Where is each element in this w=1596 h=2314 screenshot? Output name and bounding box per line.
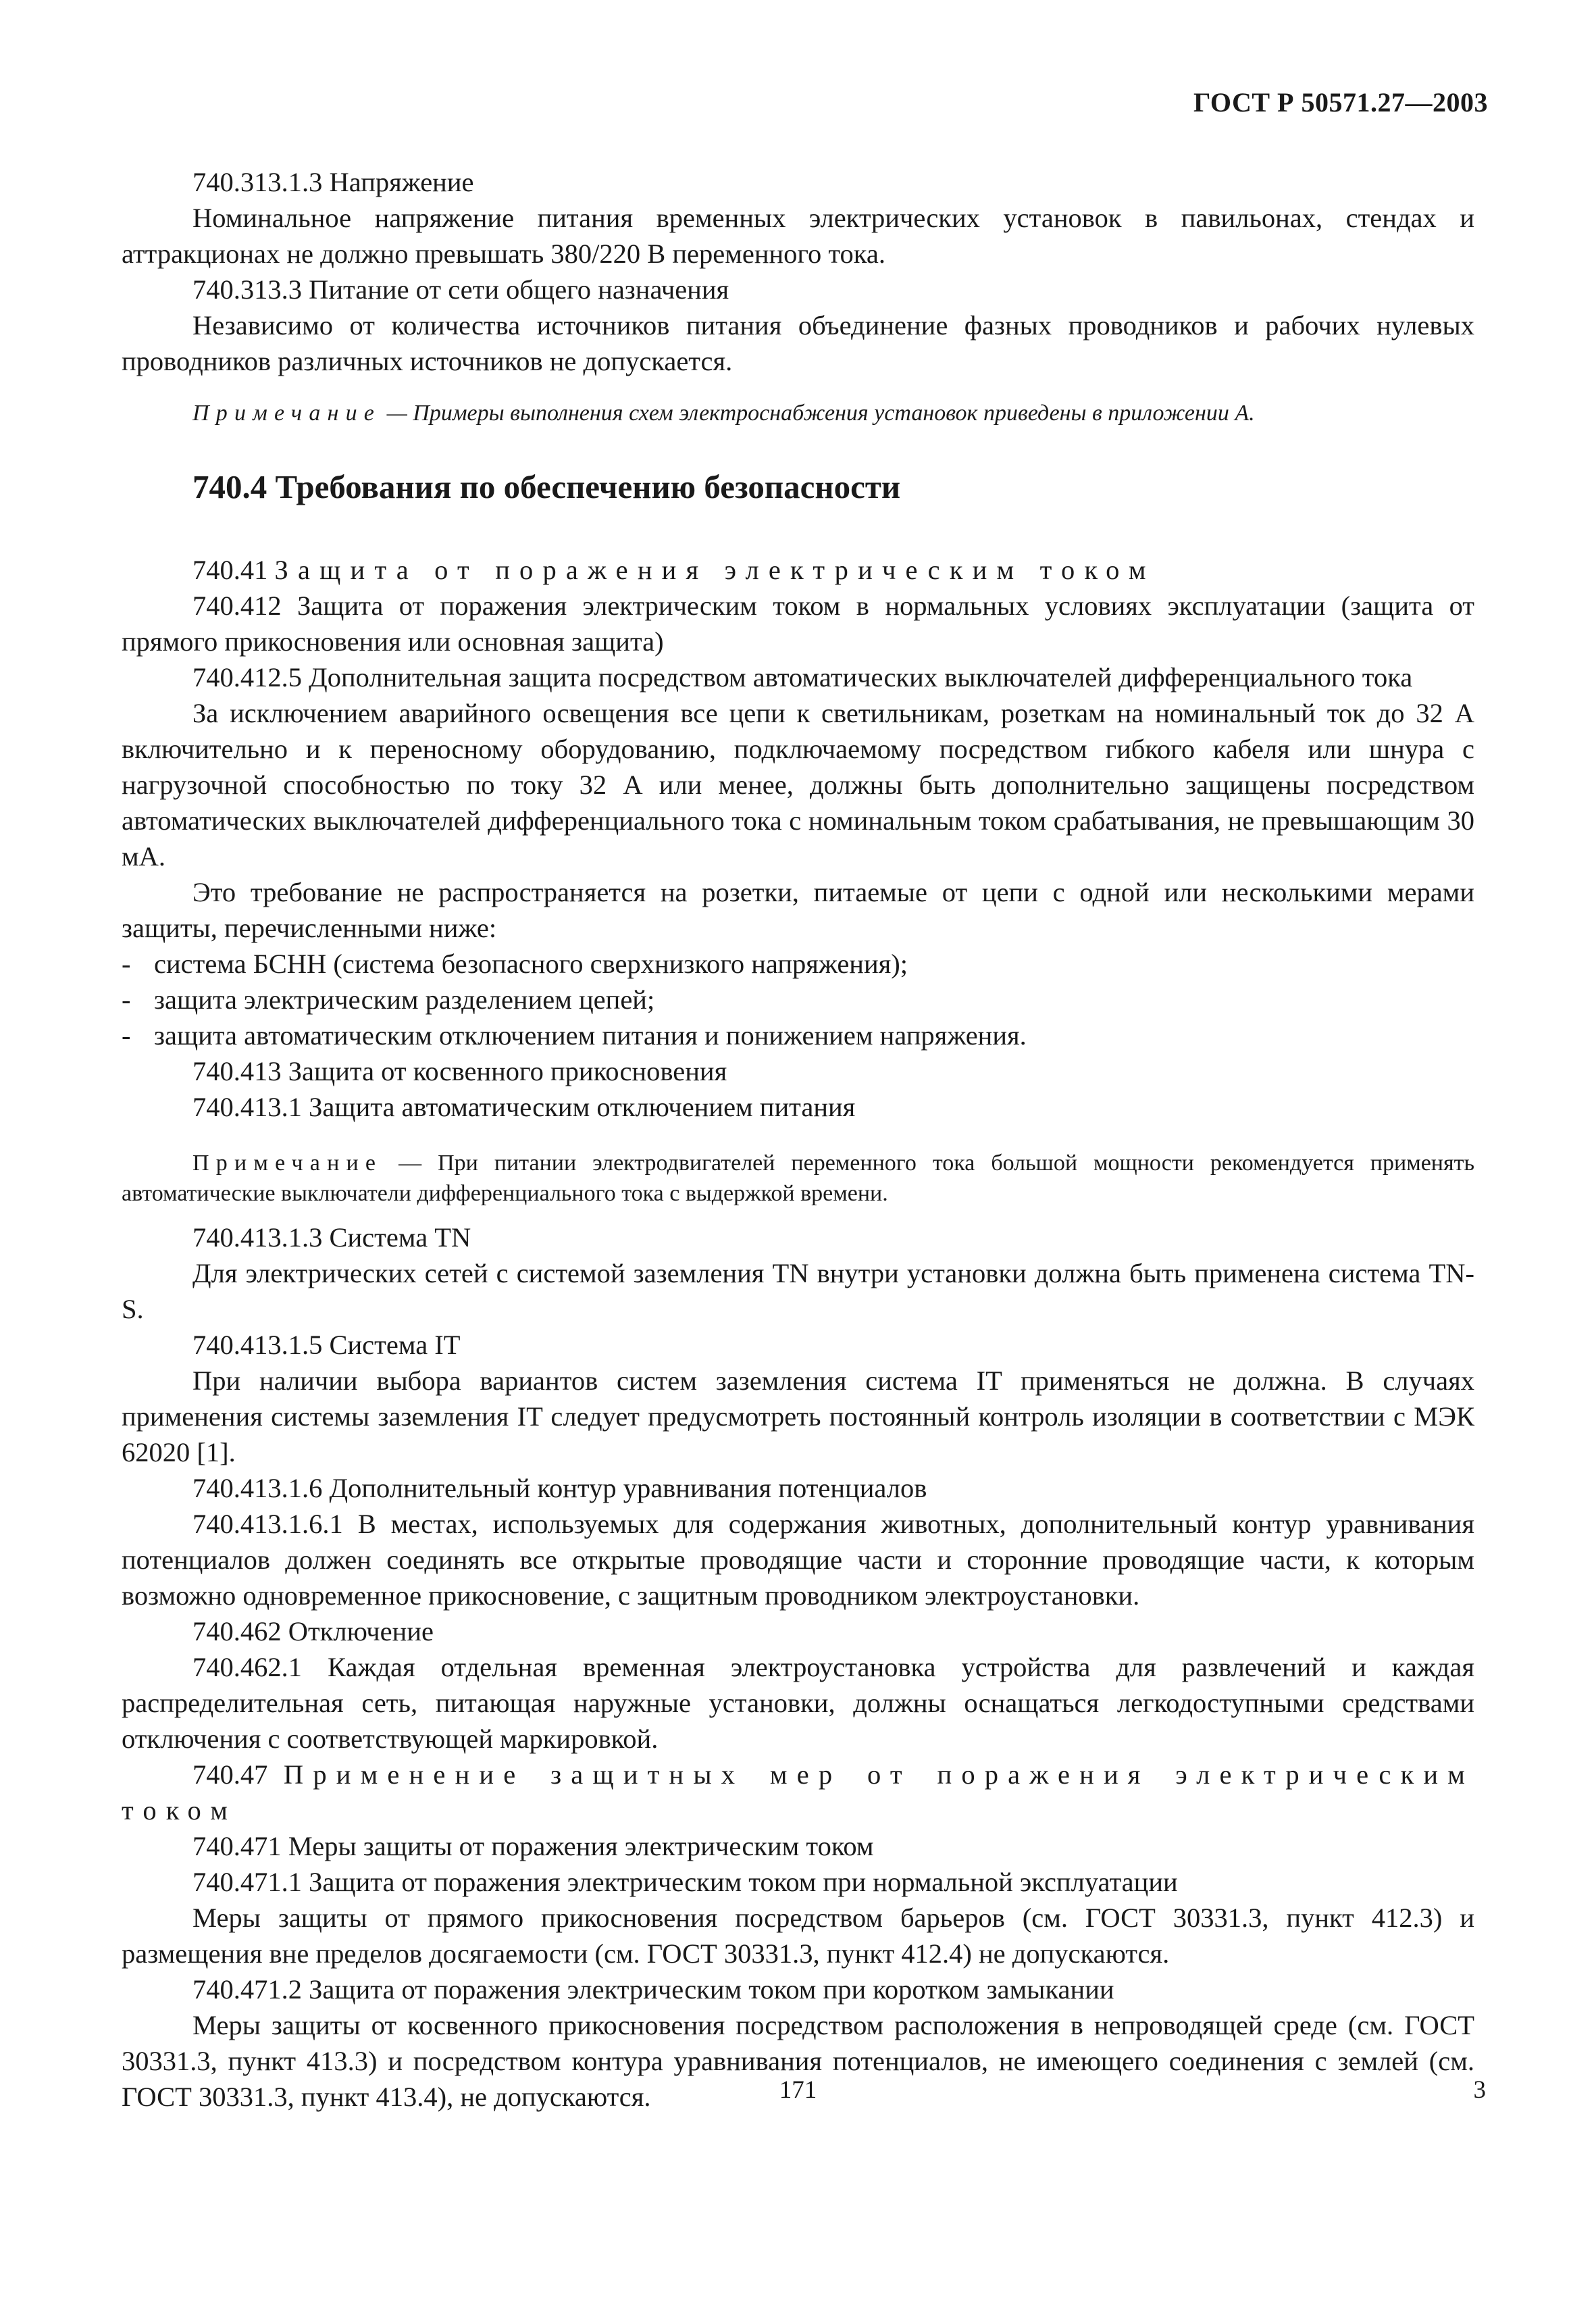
clause-heading: 740.413.1.5 Система IT — [192, 1330, 461, 1360]
subsection-title: Применение защитных мер от поражения электрическим током — [122, 1759, 1474, 1826]
note — [122, 1148, 1474, 1209]
list-item: - система БСНН (система безопасного сверхнизкого напряжения); — [122, 949, 908, 979]
paragraph: Меры защиты от косвенного прикосновения посредством расположения в непроводящей среде (см. ГОСТ 30331.3, пункт 413.3) и посредством контура уравнивания потенциалов, не имеющего соединения с землей (см. ГОСТ 30331.3, пункт 413.4), не допускаются. — [122, 2010, 1474, 2112]
clause-heading: 740.313.3 Питание от сети общего назначения — [192, 274, 729, 305]
subsection-heading — [122, 552, 1474, 588]
note-label: Примечание — [192, 401, 382, 426]
clause-heading: 740.471.1 Защита от поражения электрическим током при нормальной эксплуатации — [192, 1867, 1178, 1897]
subsection-number: 740.47 — [192, 1759, 284, 1790]
document-body — [122, 164, 1474, 2115]
section-title: 740.4 Требования по обеспечению безопасности — [192, 468, 901, 505]
paragraph: Номинальное напряжение питания временных электрических установок в павильонах, стендах и аттракционах не должно превышать 380/220 В переменного тока. — [122, 203, 1474, 269]
note-text: — Примеры выполнения схем электроснабжения установок приведены в приложении А. — [381, 401, 1255, 426]
paragraph: 740.413.1.6.1 В местах, используемых для содержания животных, дополнительный контур уравнивания потенциалов должен соединять все открытые проводящие части и сторонние проводящие части, к которым возможно одновременное прикосновение, с защитным проводником электроустановки. — [122, 1509, 1474, 1611]
clause-heading: 740.413.1 Защита автоматическим отключением питания — [192, 1092, 856, 1122]
clause-heading: 740.313.1.3 Напряжение — [192, 167, 474, 197]
paragraph: 740.462.1 Каждая отдельная временная электроустановка устройства для развлечений и каждая распределительная сеть, питающая наружные установки, должны оснащаться легкодоступными средствами отключения с соответствующей маркировкой. — [122, 1652, 1474, 1754]
note-label: Примечание — [192, 1151, 383, 1176]
paragraph: Это требование не распространяется на розетки, питаемые от цепи с одной или несколькими мерами защиты, перечисленными ниже: — [122, 877, 1474, 943]
document-code: ГОСТ Р 50571.27—2003 — [1193, 87, 1488, 118]
clause-heading: 740.471.2 Защита от поражения электрическим током при коротком замыкании — [192, 1974, 1114, 2005]
subsection-number: 740.41 — [192, 555, 275, 585]
clause-heading: 740.412 Защита от поражения электрическим током в нормальных условиях эксплуатации (защита от прямого прикосновения или основная защита) — [122, 590, 1474, 657]
list-item: - защита автоматическим отключением питания и понижением напряжения. — [122, 1020, 1027, 1051]
page-number: 171 — [779, 2076, 817, 2104]
subsection-title: Защита от поражения электрическим током — [274, 555, 1156, 585]
clause-heading: 740.471 Меры защиты от поражения электрическим током — [192, 1831, 874, 1861]
note — [122, 398, 1474, 428]
paragraph: Для электрических сетей с системой заземления TN внутри установки должна быть применена система TN-S. — [122, 1258, 1474, 1324]
list-item: - защита электрическим разделением цепей; — [122, 984, 655, 1015]
clause-heading: 740.413.1.3 Система TN — [192, 1222, 471, 1253]
subsection-heading — [122, 1757, 1474, 1828]
clause-heading: 740.413.1.6 Дополнительный контур уравнивания потенциалов — [192, 1473, 927, 1503]
paragraph: За исключением аварийного освещения все цепи к светильникам, розеткам на номинальный ток до 32 А включительно и к переносному оборудованию, подключаемому посредством гибкого кабеля или шнура с нагрузочной способностью по току 32 А или менее, должны быть дополнительно защищены посредством автоматических выключателей дифференциального тока с номинальным током срабатывания, не превышающим 30 мА. — [122, 698, 1474, 872]
paragraph: Независимо от количества источников питания объединение фазных проводников и рабочих нулевых проводников различных источников не допускается. — [122, 310, 1474, 376]
clause-heading: 740.412.5 Дополнительная защита посредством автоматических выключателей дифференциального тока — [192, 662, 1413, 693]
clause-heading: 740.413 Защита от косвенного прикосновения — [192, 1056, 727, 1086]
paragraph: Меры защиты от прямого прикосновения посредством барьеров (см. ГОСТ 30331.3, пункт 412.3) и размещения вне пределов досягаемости (см. ГОСТ 30331.3, пункт 412.4) не допускаются. — [122, 1903, 1474, 1969]
note-text: — При питании электродвигателей переменного тока большой мощности рекомендуется применять автоматические выключатели дифференциального тока с выдержкой времени. — [122, 1151, 1474, 1206]
paragraph: При наличии выбора вариантов систем заземления система IT применяться не должна. В случаях применения системы заземления IT следует предусмотреть постоянный контроль изоляции в соответствии с МЭК 62020 [1]. — [122, 1365, 1474, 1467]
sheet-number: 3 — [1473, 2076, 1486, 2104]
clause-heading: 740.462 Отключение — [192, 1616, 434, 1646]
